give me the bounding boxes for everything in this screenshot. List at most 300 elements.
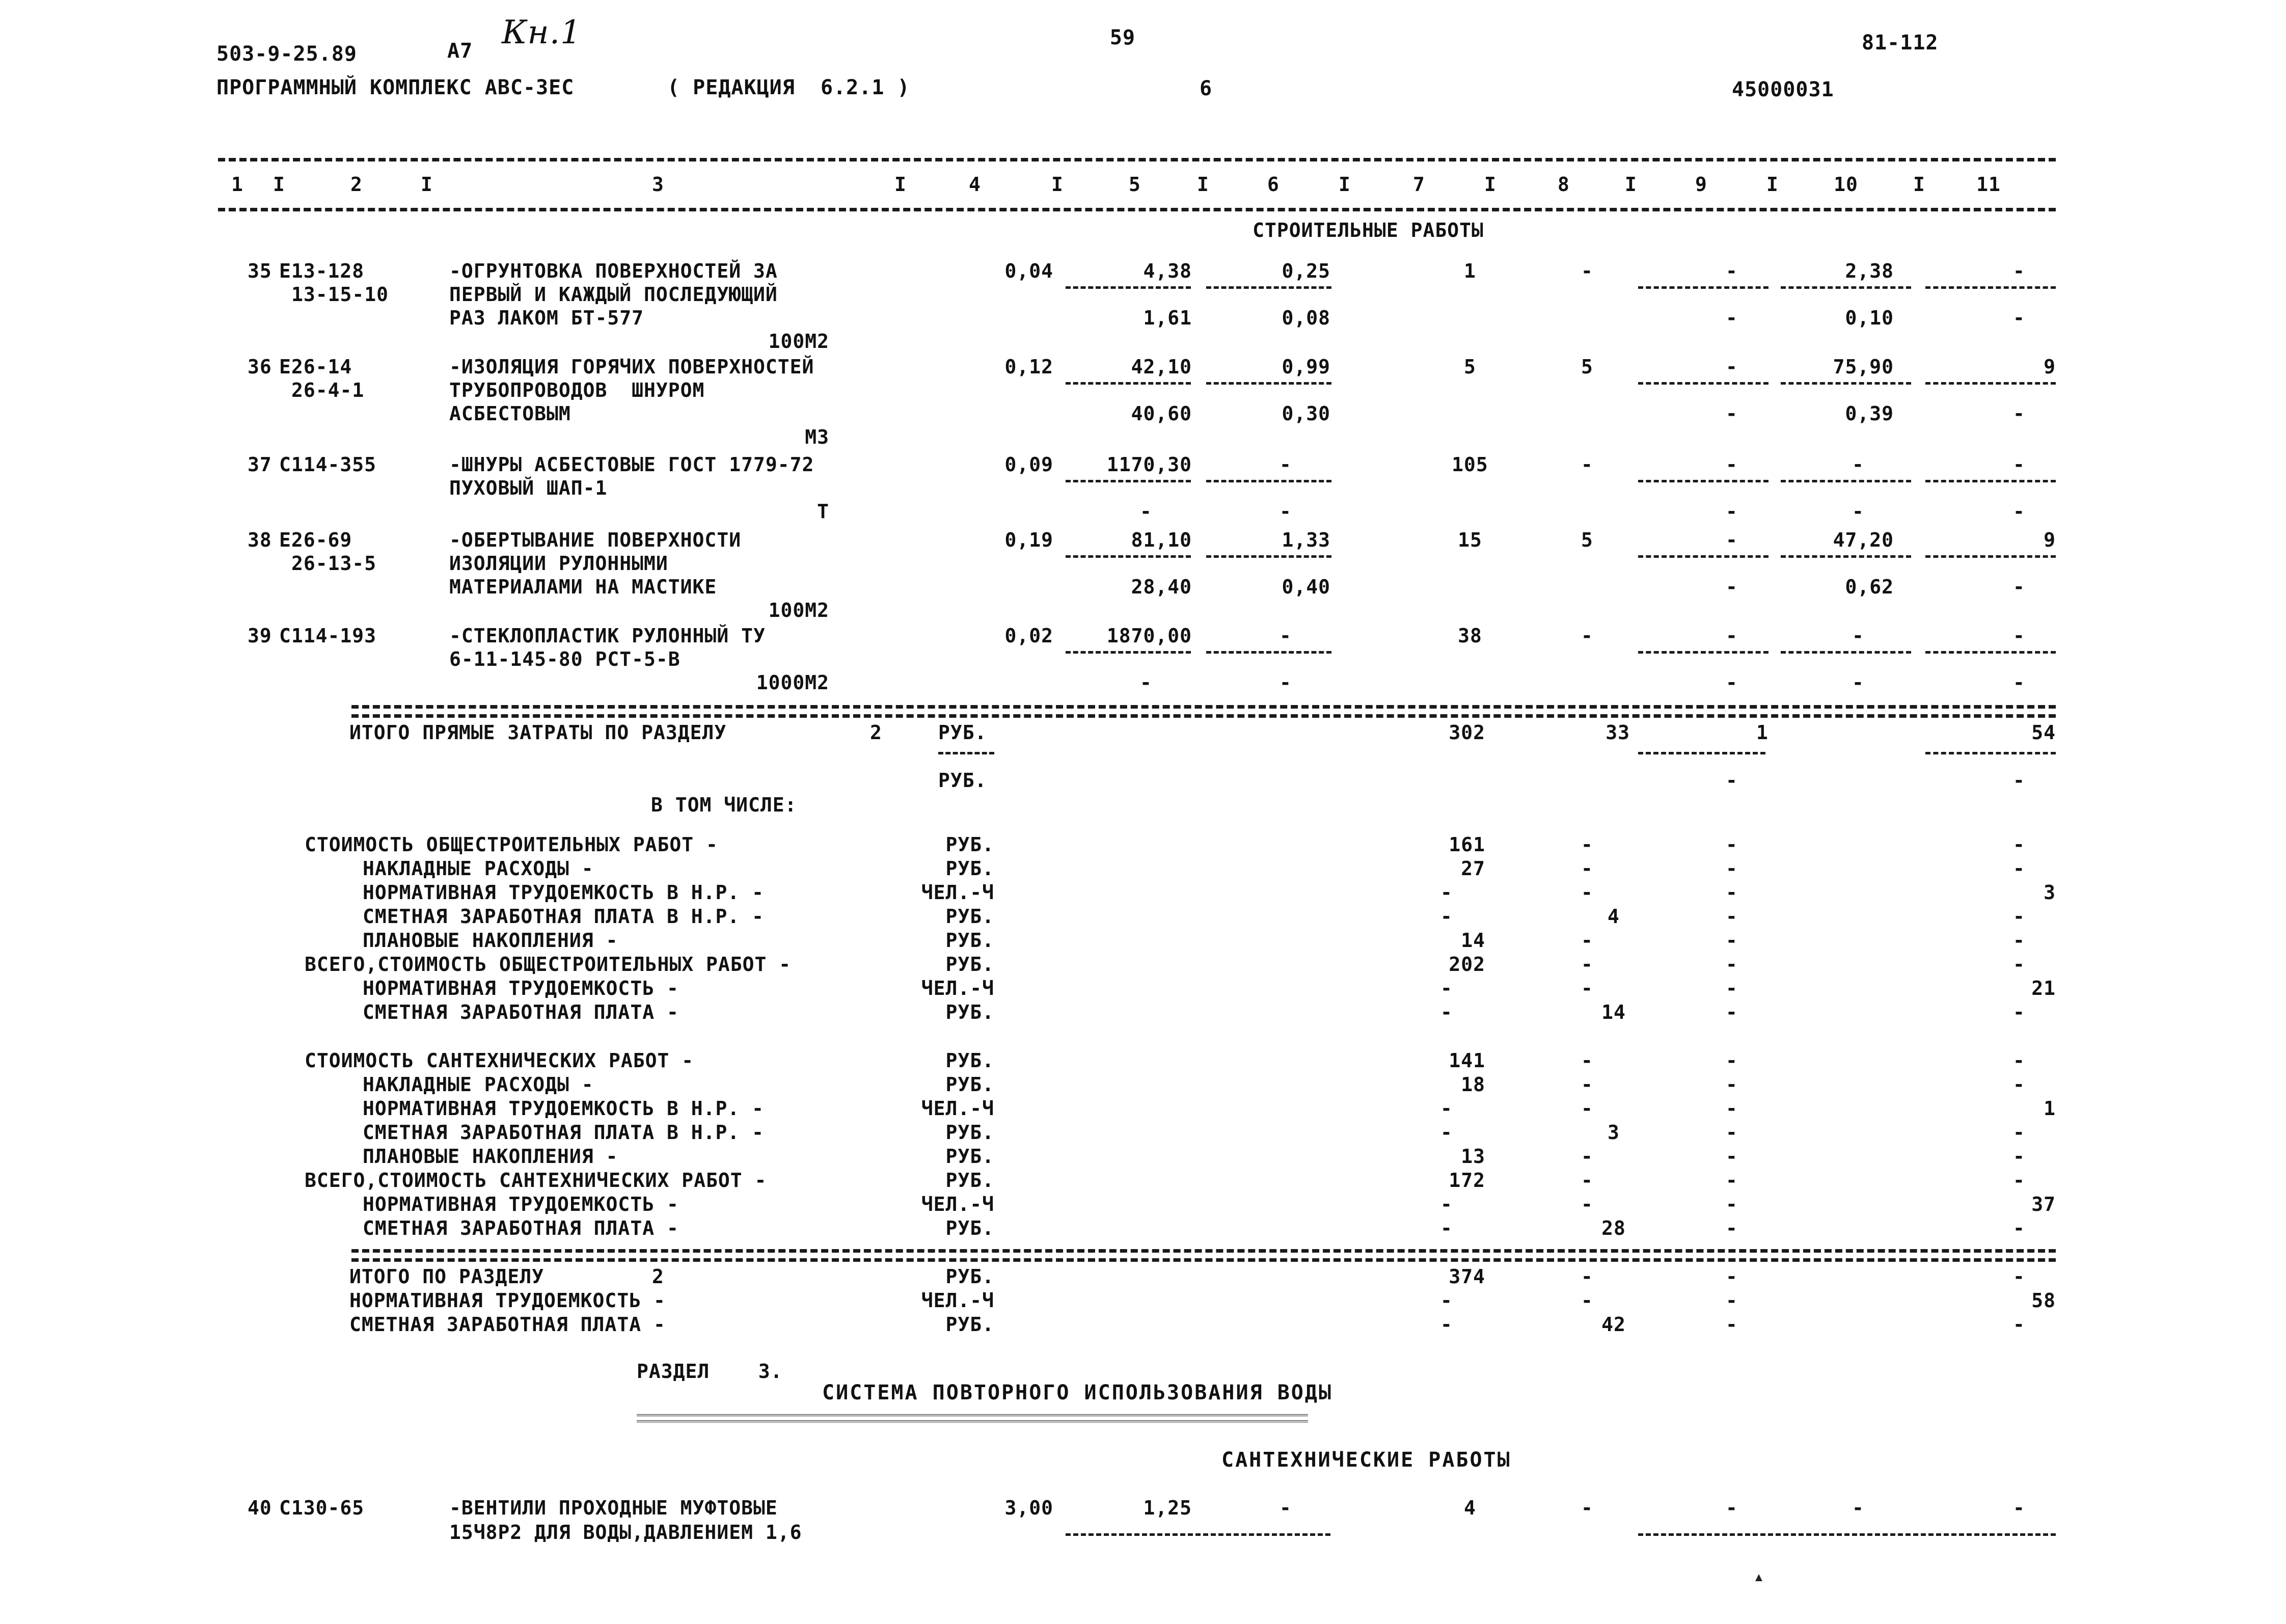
- document-number: 45000031: [1732, 78, 1834, 101]
- items-bottom-rule: [351, 705, 2056, 709]
- sheet-label: А7: [447, 39, 473, 63]
- item-c9: -: [1726, 260, 1738, 282]
- col-header-4: 4: [969, 173, 981, 196]
- cell-rule: [1925, 752, 2056, 754]
- item-c10-lower: 0,62: [1845, 576, 1894, 598]
- col-separator: I: [273, 173, 285, 196]
- col-header-2: 2: [350, 173, 363, 196]
- item-code: Е26-14: [279, 356, 352, 378]
- summary-c8: -: [1581, 977, 1593, 999]
- col-header-7: 7: [1413, 173, 1425, 196]
- direct-costs-unit-2: РУБ.: [938, 769, 987, 792]
- summary-c9: -: [1726, 881, 1738, 904]
- summary-c9: -: [1726, 1169, 1738, 1192]
- cell-rule: [1066, 651, 1191, 654]
- summary-unit: РУБ.: [945, 1121, 994, 1144]
- summary-c8: -: [1581, 1169, 1593, 1192]
- item-description-line: -ОГРУНТОВКА ПОВЕРХНОСТЕЙ ЗА: [449, 260, 778, 282]
- totals-c11: -: [2013, 1265, 2025, 1288]
- item-description-line: ПУХОВЫЙ ШАП-1: [449, 477, 608, 499]
- col-header-11: 11: [1976, 173, 2001, 196]
- item-description-line: -ШНУРЫ АСБЕСТОВЫЕ ГОСТ 1779-72: [449, 453, 814, 476]
- summary-unit: РУБ.: [945, 1049, 994, 1072]
- direct-costs-section: 2: [870, 721, 882, 744]
- totals-c7: -: [1440, 1313, 1453, 1336]
- totals-c9: -: [1726, 1289, 1738, 1312]
- summary-c8: -: [1581, 1073, 1593, 1096]
- summary-c8: -: [1581, 953, 1593, 976]
- summary-c8: -: [1581, 857, 1593, 880]
- direct-costs-c8: 33: [1605, 721, 1630, 744]
- item-description-line: -ОБЕРТЫВАНИЕ ПОВЕРХНОСТИ: [449, 529, 742, 551]
- item-c7: 105: [1452, 453, 1488, 476]
- summary-c8: 14: [1601, 1001, 1626, 1023]
- totals-top-rule: [351, 1249, 2056, 1253]
- item-c11-lower: -: [2013, 576, 2025, 598]
- item-40-desc-2: 15Ч8Р2 ДЛЯ ВОДЫ,ДАВЛЕНИЕМ 1,6: [449, 1521, 802, 1544]
- page-number: 59: [1109, 26, 1136, 49]
- item-c9-lower: -: [1726, 307, 1738, 329]
- item-c6-lower: 0,30: [1282, 402, 1330, 425]
- summary-c11: 3: [2044, 881, 2056, 904]
- item-c10: 47,20: [1833, 529, 1894, 551]
- item-subcode: 13-15-10: [291, 283, 389, 306]
- summary-c9: -: [1726, 833, 1738, 856]
- item-c11: -: [2013, 625, 2025, 647]
- item-unit-price: 81,10: [1131, 529, 1192, 551]
- summary-c11: -: [2013, 1121, 2025, 1144]
- item-c9: -: [1726, 625, 1738, 647]
- summary-c7: 13: [1461, 1145, 1485, 1168]
- col-separator: I: [1339, 173, 1351, 196]
- cell-rule: [1066, 480, 1191, 482]
- item-c9: -: [1726, 356, 1738, 378]
- including-label: В ТОМ ЧИСЛЕ:: [651, 794, 797, 816]
- item-c6-lower: -: [1280, 500, 1292, 523]
- item-c8: 5: [1581, 529, 1593, 551]
- item-c10: -: [1852, 625, 1864, 647]
- summary-c9: -: [1726, 1073, 1738, 1096]
- item-subcode: 26-4-1: [291, 379, 365, 401]
- summary-c9: -: [1726, 1049, 1738, 1072]
- summary-label: НОРМАТИВНАЯ ТРУДОЕМКОСТЬ -: [363, 1193, 679, 1215]
- item-unit: Т: [817, 500, 829, 523]
- col-header-5: 5: [1129, 173, 1141, 196]
- summary-c8: 4: [1608, 905, 1620, 928]
- summary-c7: 172: [1449, 1169, 1485, 1192]
- summary-c7: -: [1440, 1193, 1453, 1215]
- totals-c8: -: [1581, 1289, 1593, 1312]
- item-quantity: 0,19: [1004, 529, 1053, 551]
- summary-label: НОРМАТИВНАЯ ТРУДОЕМКОСТЬ -: [363, 977, 679, 999]
- item-code: С114-193: [279, 625, 377, 647]
- item-description-line: ИЗОЛЯЦИИ РУЛОННЫМИ: [449, 552, 668, 575]
- item-c9: -: [1726, 453, 1738, 476]
- item-c7: 15: [1458, 529, 1482, 551]
- summary-label: НОРМАТИВНАЯ ТРУДОЕМКОСТЬ В Н.Р. -: [363, 1097, 764, 1120]
- cell-rule: [1066, 286, 1191, 289]
- cell-rule: [1206, 286, 1331, 289]
- totals-unit: РУБ.: [945, 1313, 994, 1336]
- item-40-c9: -: [1726, 1497, 1738, 1519]
- cell-rule: [1925, 480, 2056, 482]
- cell-rule: [1638, 480, 1768, 482]
- totals-c11: 58: [2031, 1289, 2056, 1312]
- item-c10: 75,90: [1833, 356, 1894, 378]
- col-header-3: 3: [652, 173, 664, 196]
- summary-c9: -: [1726, 1145, 1738, 1168]
- totals-unit: ЧЕЛ.-Ч: [921, 1289, 994, 1312]
- summary-unit: ЧЕЛ.-Ч: [921, 977, 994, 999]
- section3-title: СИСТЕМА ПОВТОРНОГО ИСПОЛЬЗОВАНИЯ ВОДЫ: [822, 1381, 1333, 1404]
- item-c7: 5: [1464, 356, 1476, 378]
- section3-underline-2: [637, 1420, 1308, 1422]
- summary-c8: -: [1581, 881, 1593, 904]
- col-header-10: 10: [1834, 173, 1858, 196]
- summary-c9: -: [1726, 953, 1738, 976]
- item-c6: -: [1280, 453, 1292, 476]
- item-description-line: -СТЕКЛОПЛАСТИК РУЛОННЫЙ ТУ: [449, 625, 766, 647]
- cell-rule: [1638, 752, 1765, 754]
- header-bottom-rule: [218, 208, 2056, 211]
- totals-c9: -: [1726, 1313, 1738, 1336]
- summary-c9: -: [1726, 1217, 1738, 1239]
- summary-c7: -: [1440, 1121, 1453, 1144]
- summary-c9: -: [1726, 929, 1738, 952]
- section-number: 6: [1200, 77, 1213, 100]
- item-c10: 2,38: [1845, 260, 1894, 282]
- summary-unit: РУБ.: [945, 929, 994, 952]
- item-no: 35: [248, 260, 272, 282]
- summary-label: СМЕТНАЯ ЗАРАБОТНАЯ ПЛАТА В Н.Р. -: [363, 1121, 764, 1144]
- item-c8: -: [1581, 625, 1593, 647]
- section3-underline: [637, 1414, 1308, 1416]
- totals-c11: -: [2013, 1313, 2025, 1336]
- item-c9-lower: -: [1726, 671, 1738, 694]
- item-c8: 5: [1581, 356, 1593, 378]
- items-bottom-rule-2: [351, 714, 2056, 718]
- cell-rule: [1925, 382, 2056, 385]
- handwritten-note: Кн.1: [502, 14, 582, 51]
- summary-label: СТОИМОСТЬ САНТЕХНИЧЕСКИХ РАБОТ -: [305, 1049, 694, 1072]
- summary-unit: РУБ.: [945, 1169, 994, 1192]
- item-unit-price: 1870,00: [1106, 625, 1192, 647]
- item-c9: -: [1726, 529, 1738, 551]
- summary-label: СМЕТНАЯ ЗАРАБОТНАЯ ПЛАТА В Н.Р. -: [363, 905, 764, 928]
- summary-c11: -: [2013, 857, 2025, 880]
- item-quantity: 0,09: [1004, 453, 1053, 476]
- totals-c9: -: [1726, 1265, 1738, 1288]
- summary-unit: РУБ.: [945, 833, 994, 856]
- summary-unit: РУБ.: [945, 857, 994, 880]
- col-separator: I: [1197, 173, 1209, 196]
- item-c6: 0,25: [1282, 260, 1330, 282]
- summary-c7: -: [1440, 1001, 1453, 1023]
- summary-c9: -: [1726, 905, 1738, 928]
- item-c8: -: [1581, 453, 1593, 476]
- item-40-c7: 4: [1464, 1497, 1476, 1519]
- item-description-line: АСБЕСТОВЫМ: [449, 402, 571, 425]
- section3-label: РАЗДЕЛ 3.: [637, 1360, 783, 1383]
- summary-c11: -: [2013, 953, 2025, 976]
- item-c6: -: [1280, 625, 1292, 647]
- summary-c7: -: [1440, 1097, 1453, 1120]
- totals-label: СМЕТНАЯ ЗАРАБОТНАЯ ПЛАТА -: [349, 1313, 666, 1336]
- item-c11: -: [2013, 453, 2025, 476]
- item-no: 39: [248, 625, 272, 647]
- summary-unit: РУБ.: [945, 1217, 994, 1239]
- summary-c7: 27: [1461, 857, 1485, 880]
- summary-c7: 161: [1449, 833, 1485, 856]
- summary-label: ВСЕГО,СТОИМОСТЬ САНТЕХНИЧЕСКИХ РАБОТ -: [305, 1169, 767, 1192]
- summary-c9: -: [1726, 1193, 1738, 1215]
- col-separator: I: [421, 173, 433, 196]
- item-c7: 38: [1458, 625, 1482, 647]
- cell-rule: [1781, 480, 1911, 482]
- summary-unit: РУБ.: [945, 1001, 994, 1023]
- col-separator: I: [1913, 173, 1925, 196]
- summary-c11: -: [2013, 1001, 2025, 1023]
- item-c6-lower: 0,40: [1282, 576, 1330, 598]
- totals-unit: РУБ.: [945, 1265, 994, 1288]
- cell-rule: [1638, 651, 1768, 654]
- item-40-c6: -: [1280, 1497, 1292, 1519]
- doc-code: 503-9-25.89: [216, 42, 357, 66]
- summary-c11: -: [2013, 1049, 2025, 1072]
- totals-c7: -: [1440, 1289, 1453, 1312]
- cell-rule: [1781, 286, 1911, 289]
- totals-c8: 42: [1601, 1313, 1626, 1336]
- item-40-c4: 3,00: [1004, 1497, 1053, 1519]
- summary-c11: -: [2013, 833, 2025, 856]
- cell-rule: [1206, 555, 1331, 558]
- summary-label: НАКЛАДНЫЕ РАСХОДЫ -: [363, 857, 594, 880]
- item-c9-lower: -: [1726, 500, 1738, 523]
- summary-label: НОРМАТИВНАЯ ТРУДОЕМКОСТЬ В Н.Р. -: [363, 881, 764, 904]
- summary-c8: 3: [1608, 1121, 1620, 1144]
- summary-c9: -: [1726, 1097, 1738, 1120]
- summary-label: СМЕТНАЯ ЗАРАБОТНАЯ ПЛАТА -: [363, 1001, 679, 1023]
- totals-c7: 374: [1449, 1265, 1485, 1288]
- item-unit: 1000М2: [756, 671, 829, 694]
- cell-rule: [1066, 555, 1191, 558]
- cell-rule: [1781, 651, 1911, 654]
- section3-subtitle: САНТЕХНИЧЕСКИЕ РАБОТЫ: [1221, 1448, 1511, 1472]
- direct-costs-c11b: -: [2013, 769, 2025, 792]
- item-c9-lower: -: [1726, 576, 1738, 598]
- item-c11-lower: -: [2013, 402, 2025, 425]
- cell-rule: [1638, 555, 1768, 558]
- item-no: 37: [248, 453, 272, 476]
- summary-c7: 18: [1461, 1073, 1485, 1096]
- stray-mark: [1755, 1574, 1762, 1581]
- col-header-6: 6: [1267, 173, 1280, 196]
- col-separator: I: [1051, 173, 1064, 196]
- summary-c8: 28: [1601, 1217, 1626, 1239]
- item-c11-lower: -: [2013, 671, 2025, 694]
- summary-c9: -: [1726, 977, 1738, 999]
- summary-c8: -: [1581, 1049, 1593, 1072]
- item-quantity: 0,02: [1004, 625, 1053, 647]
- summary-c8: -: [1581, 1145, 1593, 1168]
- item-40-no: 40: [248, 1497, 272, 1519]
- summary-c11: -: [2013, 929, 2025, 952]
- item-unit: М3: [805, 426, 829, 448]
- totals-section-number: 2: [652, 1265, 664, 1288]
- totals-c8: -: [1581, 1265, 1593, 1288]
- item-description-line: ТРУБОПРОВОДОВ ШНУРОМ: [449, 379, 705, 401]
- direct-costs-c9b: -: [1726, 769, 1738, 792]
- col-separator: I: [894, 173, 907, 196]
- right-code: 81-112: [1862, 31, 1939, 55]
- item-c6: 1,33: [1282, 529, 1330, 551]
- col-separator: I: [1484, 173, 1496, 196]
- summary-unit: РУБ.: [945, 1145, 994, 1168]
- cell-rule: [1638, 286, 1768, 289]
- item-c5-lower: 1,61: [1143, 307, 1192, 329]
- item-no: 36: [248, 356, 272, 378]
- item-c10-lower: -: [1852, 671, 1864, 694]
- summary-label: СМЕТНАЯ ЗАРАБОТНАЯ ПЛАТА -: [363, 1217, 679, 1239]
- col-header-1: 1: [231, 173, 243, 196]
- cell-rule: [1925, 286, 2056, 289]
- summary-label: ВСЕГО,СТОИМОСТЬ ОБЩЕСТРОИТЕЛЬНЫХ РАБОТ -: [305, 953, 792, 976]
- item-unit-price: 42,10: [1131, 356, 1192, 378]
- cell-rule: [1925, 555, 2056, 558]
- item-description-line: 6-11-145-80 РСТ-5-В: [449, 648, 681, 670]
- summary-c8: -: [1581, 1193, 1593, 1215]
- item-c5-lower: -: [1140, 500, 1152, 523]
- cell-rule: [1638, 382, 1768, 385]
- item-quantity: 0,04: [1004, 260, 1053, 282]
- item-subcode: 26-13-5: [291, 552, 377, 575]
- item-40-c8: -: [1581, 1497, 1593, 1519]
- summary-label: ПЛАНОВЫЕ НАКОПЛЕНИЯ -: [363, 1145, 618, 1168]
- col-header-8: 8: [1558, 173, 1570, 196]
- item-code: Е13-128: [279, 260, 365, 282]
- item-c11-lower: -: [2013, 500, 2025, 523]
- summary-c11: 37: [2031, 1193, 2056, 1215]
- item-unit-price: 1170,30: [1106, 453, 1192, 476]
- col-header-9: 9: [1695, 173, 1707, 196]
- summary-c8: -: [1581, 833, 1593, 856]
- item-unit: 100М2: [768, 330, 829, 353]
- summary-c11: -: [2013, 1145, 2025, 1168]
- item-c11-lower: -: [2013, 307, 2025, 329]
- cell-rule: [1925, 651, 2056, 654]
- summary-c9: -: [1726, 1001, 1738, 1023]
- item-c10-lower: 0,10: [1845, 307, 1894, 329]
- item-c7: 1: [1464, 260, 1476, 282]
- item-c6-lower: 0,08: [1282, 307, 1330, 329]
- item-c9-lower: -: [1726, 402, 1738, 425]
- item-40-c5: 1,25: [1143, 1497, 1192, 1519]
- summary-unit: РУБ.: [945, 1073, 994, 1096]
- item-c11: 9: [2044, 356, 2056, 378]
- summary-c7: 202: [1449, 953, 1485, 976]
- cell-rule: [1638, 1533, 2056, 1536]
- col-separator: I: [1766, 173, 1779, 196]
- program-name: ПРОГРАММНЫЙ КОМПЛЕКС АВС-3ЕС: [216, 76, 575, 99]
- totals-label: ИТОГО ПО РАЗДЕЛУ: [349, 1265, 545, 1288]
- cell-rule: [1066, 382, 1191, 385]
- item-c11: -: [2013, 260, 2025, 282]
- summary-c11: -: [2013, 1217, 2025, 1239]
- item-code: С114-355: [279, 453, 377, 476]
- summary-c9: -: [1726, 857, 1738, 880]
- item-c11: 9: [2044, 529, 2056, 551]
- item-c8: -: [1581, 260, 1593, 282]
- summary-c11: -: [2013, 905, 2025, 928]
- summary-c8: -: [1581, 1097, 1593, 1120]
- summary-unit: РУБ.: [945, 953, 994, 976]
- item-description-line: РАЗ ЛАКОМ БТ-577: [449, 307, 644, 329]
- header-top-rule: [218, 158, 2056, 161]
- item-description-line: МАТЕРИАЛАМИ НА МАСТИКЕ: [449, 576, 717, 598]
- item-40-desc-1: -ВЕНТИЛИ ПРОХОДНЫЕ МУФТОВЫЕ: [449, 1497, 778, 1519]
- cell-rule: [1206, 651, 1331, 654]
- summary-c7: -: [1440, 881, 1453, 904]
- summary-unit: ЧЕЛ.-Ч: [921, 1193, 994, 1215]
- summary-c7: 14: [1461, 929, 1485, 952]
- summary-unit: ЧЕЛ.-Ч: [921, 1097, 994, 1120]
- summary-c7: -: [1440, 977, 1453, 999]
- item-c10-lower: 0,39: [1845, 402, 1894, 425]
- cell-rule: [1206, 480, 1331, 482]
- item-description-line: ПЕРВЫЙ И КАЖДЫЙ ПОСЛЕДУЮЩИЙ: [449, 283, 778, 306]
- item-unit: 100М2: [768, 599, 829, 621]
- direct-costs-c7: 302: [1449, 721, 1485, 744]
- summary-unit: ЧЕЛ.-Ч: [921, 881, 994, 904]
- totals-top-rule-2: [351, 1258, 2056, 1262]
- direct-costs-c9: 1: [1756, 721, 1768, 744]
- item-c10: -: [1852, 453, 1864, 476]
- summary-c7: -: [1440, 905, 1453, 928]
- item-unit-price: 4,38: [1143, 260, 1192, 282]
- summary-c11: -: [2013, 1169, 2025, 1192]
- item-c5-lower: 40,60: [1131, 402, 1192, 425]
- item-c5-lower: -: [1140, 671, 1152, 694]
- summary-label: ПЛАНОВЫЕ НАКОПЛЕНИЯ -: [363, 929, 618, 952]
- section-title-construction: СТРОИТЕЛЬНЫЕ РАБОТЫ: [1253, 219, 1484, 241]
- col-separator: I: [1625, 173, 1637, 196]
- direct-costs-c11: 54: [2031, 721, 2056, 744]
- unit-rule: [938, 752, 994, 754]
- item-description-line: -ИЗОЛЯЦИЯ ГОРЯЧИХ ПОВЕРХНОСТЕЙ: [449, 356, 814, 378]
- summary-c7: 141: [1449, 1049, 1485, 1072]
- cell-rule: [1206, 382, 1331, 385]
- item-code: Е26-69: [279, 529, 352, 551]
- item-40-c11: -: [2013, 1497, 2025, 1519]
- summary-label: СТОИМОСТЬ ОБЩЕСТРОИТЕЛЬНЫХ РАБОТ -: [305, 833, 718, 856]
- cell-rule: [1781, 382, 1911, 385]
- item-40-code: С130-65: [279, 1497, 365, 1519]
- item-c5-lower: 28,40: [1131, 576, 1192, 598]
- item-c10-lower: -: [1852, 500, 1864, 523]
- item-no: 38: [248, 529, 272, 551]
- summary-c9: -: [1726, 1121, 1738, 1144]
- item-quantity: 0,12: [1004, 356, 1053, 378]
- cell-rule: [1066, 1533, 1330, 1536]
- direct-costs-label: ИТОГО ПРЯМЫЕ ЗАТРАТЫ ПО РАЗДЕЛУ: [349, 721, 727, 744]
- cell-rule: [1781, 555, 1911, 558]
- item-c6: 0,99: [1282, 356, 1330, 378]
- summary-c11: 21: [2031, 977, 2056, 999]
- item-40-c10: -: [1852, 1497, 1864, 1519]
- summary-label: НАКЛАДНЫЕ РАСХОДЫ -: [363, 1073, 594, 1096]
- item-c6-lower: -: [1280, 671, 1292, 694]
- summary-c11: 1: [2044, 1097, 2056, 1120]
